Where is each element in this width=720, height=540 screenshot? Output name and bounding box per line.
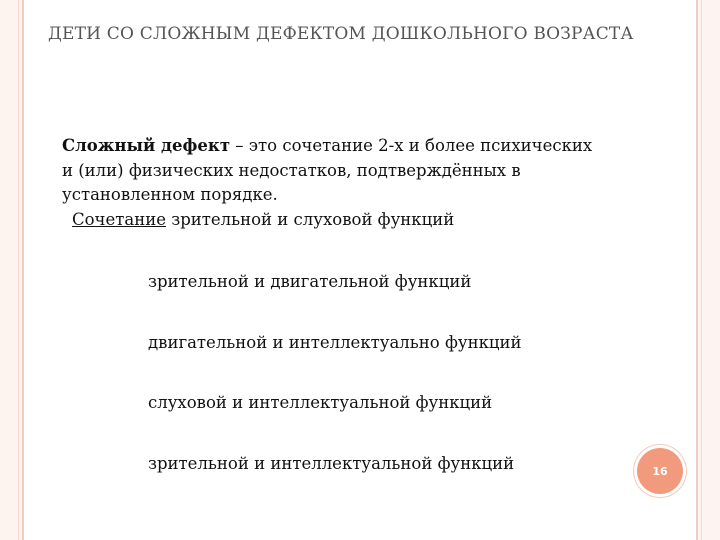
slide-title: ДЕТИ СО СЛОЖНЫМ ДЕФЕКТОМ ДОШКОЛЬНОГО ВОЗРАСТА: [48, 24, 634, 44]
left-accent-line: [18, 0, 19, 540]
combination-first: [72, 208, 454, 232]
definition-paragraph: [62, 134, 602, 208]
combination-lead: Сочетание: [72, 210, 166, 229]
definition-text: – это сочетание 2-х и более психических и (или) физических недостатков, подтверждённых в установленном порядке.: [62, 136, 593, 204]
combination-item: двигательной и интеллектуально функций: [148, 333, 522, 352]
right-accent-line: [701, 0, 702, 540]
definition-term: Сложный дефект: [62, 136, 231, 155]
combination-first-text: зрительной и слуховой функций: [165, 210, 455, 229]
combination-item: зрительной и интеллектуальной функций: [148, 454, 515, 473]
combination-item: зрительной и двигательной функций: [148, 272, 472, 291]
combination-item: слуховой и интеллектуальной функций: [148, 393, 493, 412]
page-number-badge: 16: [637, 448, 683, 494]
